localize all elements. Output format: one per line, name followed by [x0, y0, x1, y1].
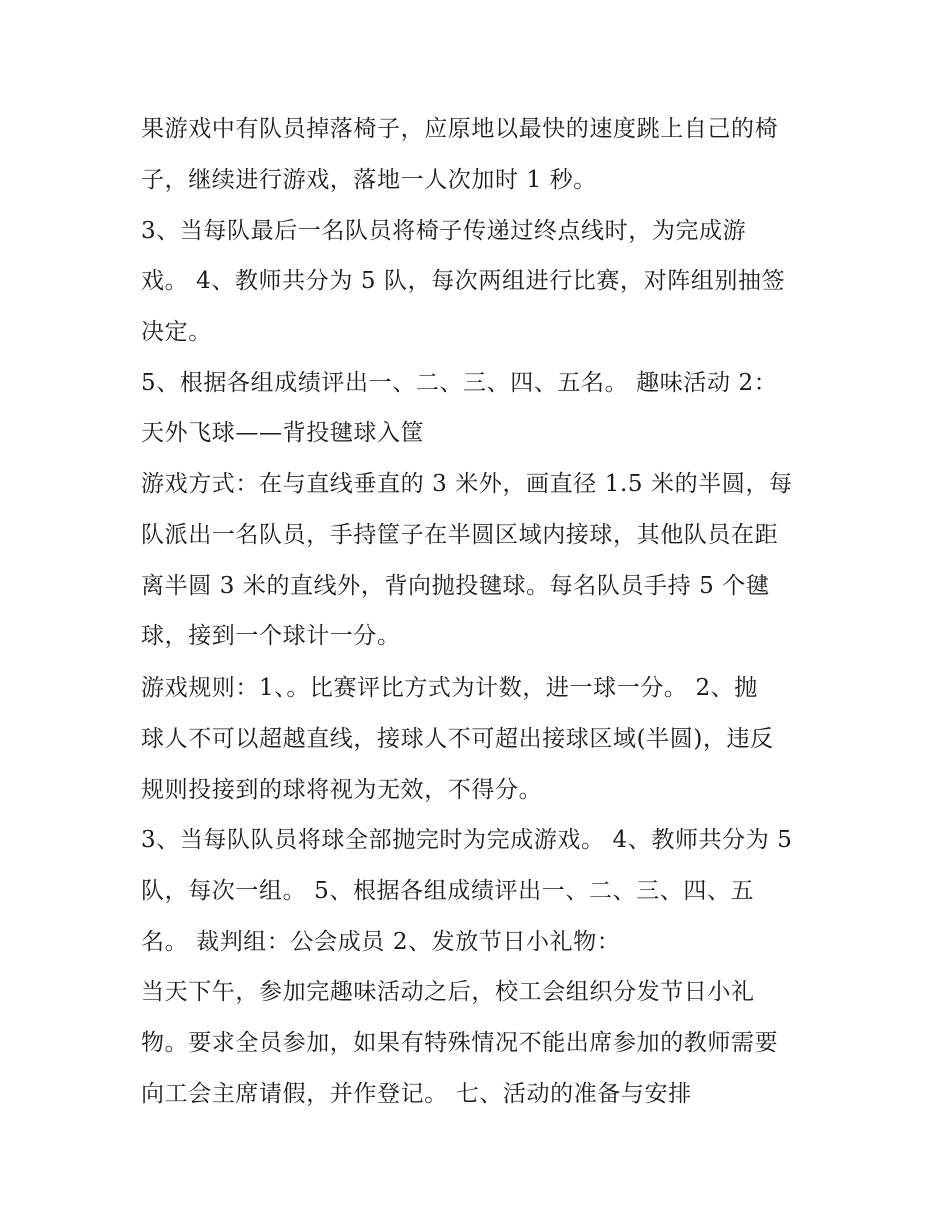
- text-line-15: 3、当每队队员将球全部抛完时为完成游戏。 4、教师共分为 5: [141, 827, 793, 853]
- text-line-14: 规则投接到的球将视为无效，不得分。: [141, 777, 543, 803]
- text-line-11: 球，接到一个球计一分。: [141, 623, 401, 649]
- text-line-1: 果游戏中有队员掉落椅子，应原地以最快的速度跳上自己的椅: [141, 116, 779, 142]
- text-line-5: 决定。: [141, 319, 212, 345]
- text-line-17: 名。 裁判组：公会成员 2、发放节日小礼物：: [141, 929, 621, 955]
- text-line-12: 游戏规则：1、。比赛评比方式为计数，进一球一分。 2、抛: [141, 675, 758, 701]
- text-line-18: 当天下午，参加完趣味活动之后，校工会组织分发节日小礼: [141, 979, 755, 1005]
- text-line-4: 戏。 4、教师共分为 5 队，每次两组进行比赛，对阵组别抽签: [141, 268, 786, 294]
- text-line-6: 5、根据各组成绩评出一、二、三、四、五名。 趣味活动 2：: [141, 370, 778, 396]
- text-line-2: 子，继续进行游戏，落地一人次加时 1 秒。: [141, 167, 597, 193]
- text-line-10: 离半圆 3 米的直线外，背向抛投毽球。每名队员手持 5 个毽: [141, 573, 770, 599]
- text-line-8: 游戏方式：在与直线垂直的 3 米外，画直径 1.5 米的半圆，每: [141, 471, 793, 497]
- text-line-9: 队派出一名队员，手持筐子在半圆区域内接球，其他队员在距: [141, 522, 779, 548]
- text-line-3: 3、当每队最后一名队员将椅子传递过终点线时，为完成游: [141, 218, 747, 244]
- text-line-20: 向工会主席请假，并作登记。 七、活动的准备与安排: [141, 1081, 692, 1107]
- text-line-16: 队，每次一组。 5、根据各组成绩评出一、二、三、四、五: [141, 878, 755, 904]
- text-line-19: 物。要求全员参加，如果有特殊情况不能出席参加的教师需要: [141, 1030, 779, 1056]
- text-line-7: 天外飞球——背投毽球入筐: [141, 420, 425, 446]
- text-line-13: 球人不可以超越直线，接球人不可超出接球区域(半圆)，违反: [141, 726, 774, 752]
